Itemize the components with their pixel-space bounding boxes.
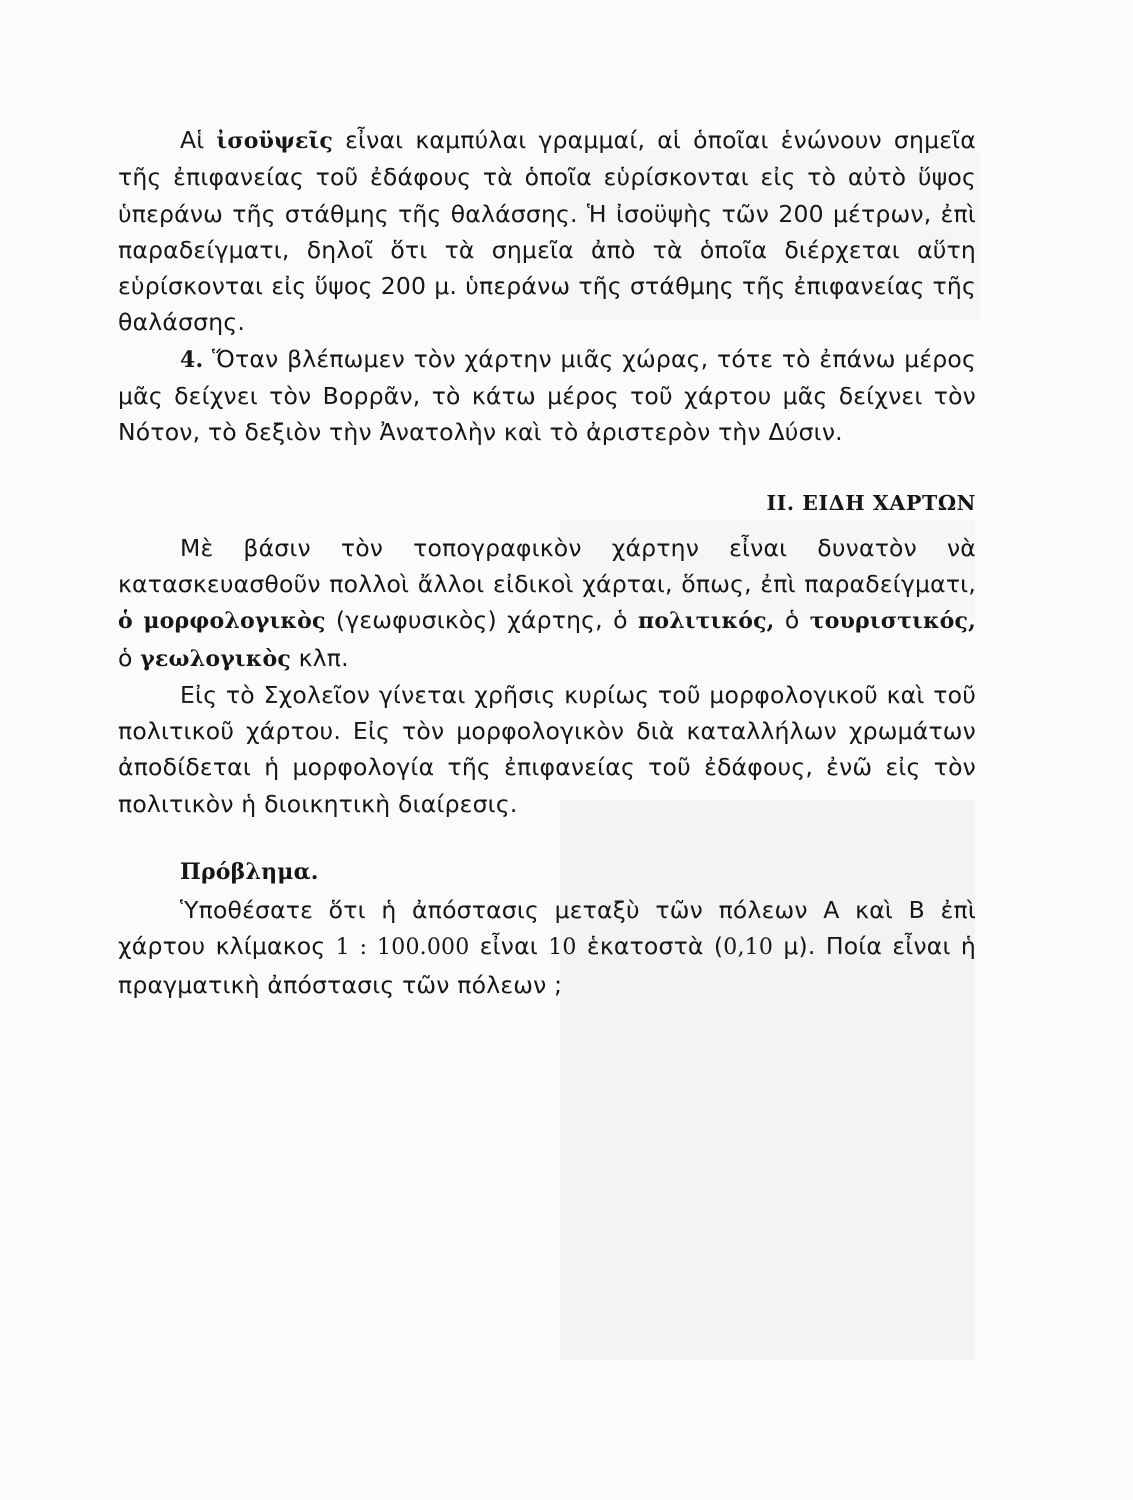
problem-statement [118,892,976,1003]
paragraph-text: ὁ [774,606,810,635]
section-heading: II. ΕΙΔΗ ΧΑΡΤΩΝ [766,490,976,515]
paragraph-number: 4. [180,346,204,373]
paragraph-text: Αἱ [180,126,217,154]
term-geological: γεωλογικὸς [140,645,291,672]
problem-text: εἶναι [469,932,549,961]
problem-text: μ). Ποία εἶναι ἡ πραγματικὴ ἀπόστασις τῶν πόλεων ; [118,932,976,999]
term-political: πολιτικός, [638,608,775,635]
distance-meters: 0,10 [723,935,774,961]
term-touristic: τουριστικός, [809,608,977,635]
problem-title: Πρόβλημα. [180,859,319,886]
term-contour-lines: ἰσοϋψεῖς [216,128,334,154]
paragraph-map-orientation [118,341,976,451]
paragraph-contour-lines [118,122,976,341]
paragraph-text: κλπ. [290,643,349,672]
paragraph-text: Ὅταν βλέπωμεν τὸν χάρτην μιᾶς χώρας, τότε τὸ ἐπάνω μέρος μᾶς δείχνει τὸν Βορρᾶν, τὸ κάτω μέρος τοῦ χάρτου μᾶς δείχνει τὸν Νότον, τὸ δεξιὸν τὴν Ἀνατολὴν καὶ τὸ ἀριστερὸν τὴν Δύσιν. [118,344,976,447]
paragraph-map-types [118,530,976,677]
paragraph-text: ὁ [118,643,141,672]
problem-text: ἑκατοστὰ ( [576,932,724,961]
paragraph-text: Μὲ βάσιν τὸν τοπογραφικὸν χάρτην εἶναι δυνατὸν νὰ κατασκευασθοῦν πολλοὶ ἄλλοι εἰδικοὶ χάρται, ὅπως, ἐπὶ παραδείγματι, [118,533,976,598]
map-distance: 10 [548,935,577,961]
paragraph-text: εἶναι καμπύλαι γραμμαί, αἱ ὁποῖαι ἑνώνουν σημεῖα τῆς ἐπιφανείας τοῦ ἐδάφους τὰ ὁποῖα εὑρίσκονται εἰς τὸ αὐτὸ ὕψος ὑπεράνω τῆς στάθμης τῆς θαλάσσης. Ἡ ἰσοϋψὴς τῶν 200 μέτρων, ἐπὶ παραδείγματι, δηλοῖ ὅτι τὰ σημεῖα ἀπὸ τὰ ὁποῖα διέρχεται αὕτη εὑρίσκονται εἰς ὕψος 200 μ. ὑπεράνω τῆς στάθμης τῆς ἐπιφανείας τῆς θαλάσσης. [118,126,976,337]
page-body [118,122,976,1003]
term-morphological: ὁ μορφολογικὸς [118,608,326,635]
map-scale: 1 : 100.000 [335,935,470,961]
paragraph-school-use: Εἰς τὸ Σχολεῖον γίνεται χρῆσις κυρίως τοῦ μορφολογικοῦ καὶ τοῦ πολιτικοῦ χάρτου. Εἰς τὸν μορφολογικὸν διὰ καταλλήλων χρωμάτων ἀποδίδεται ἡ μορφολογία τῆς ἐπιφανείας τοῦ ἐδάφους, ἐνῶ εἰς τὸν πολιτικὸν ἡ διοικητικὴ διαίρεσις. [118,680,976,818]
problem-text: Ὑποθέσατε ὅτι ἡ ἀπόστασις μεταξὺ τῶν πόλεων Α καὶ Β ἐπὶ χάρτου κλίμακος [118,896,976,961]
paragraph-text: (γεωφυσικὸς) χάρτης, ὁ [325,606,639,635]
